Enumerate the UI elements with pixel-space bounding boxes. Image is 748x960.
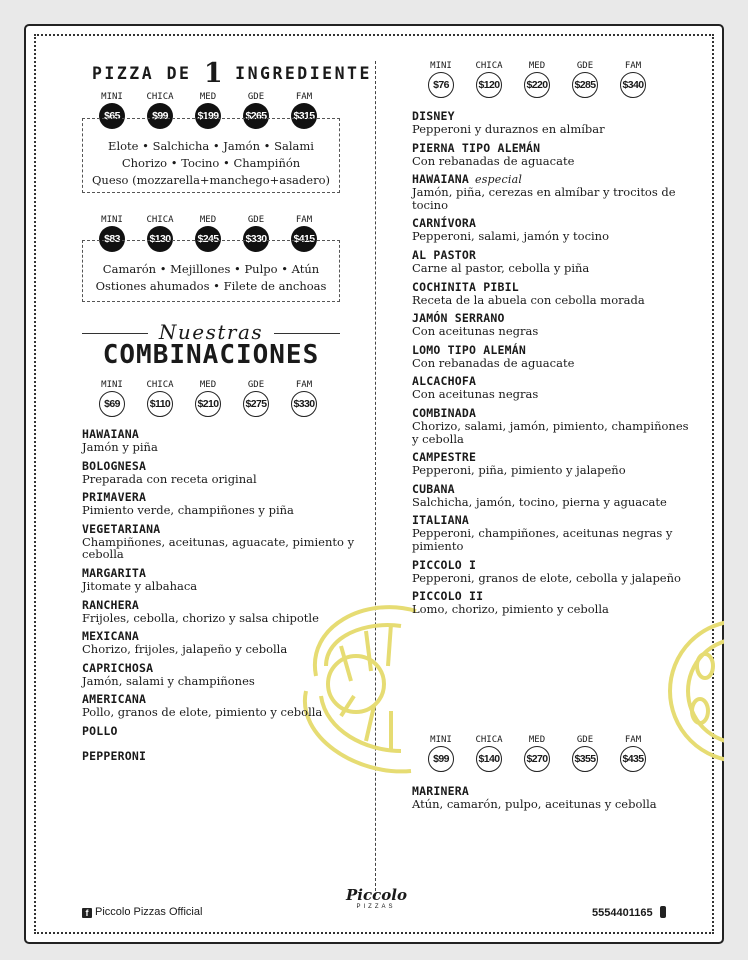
menu-item-name-text: CARNÍVORA bbox=[412, 216, 477, 231]
menu-item-name-text: AMERICANA bbox=[82, 692, 147, 707]
size-label: CHICA bbox=[146, 215, 174, 225]
menu-item-name-text: AL PASTOR bbox=[412, 247, 477, 262]
menu-item bbox=[82, 599, 362, 625]
menu-item bbox=[412, 281, 694, 307]
price-row-combinaciones bbox=[88, 380, 328, 417]
price-badge: $99 bbox=[147, 103, 173, 129]
menu-item-description: Pepperoni, piña, pimiento y jalapeño bbox=[412, 463, 626, 478]
size-label: CHICA bbox=[146, 92, 174, 102]
price-badge: $99 bbox=[428, 746, 454, 772]
size-label: CHICA bbox=[475, 735, 503, 745]
section-subtitle: Nuestras bbox=[82, 320, 340, 344]
menu-item-name bbox=[82, 750, 362, 763]
price-badge: $130 bbox=[147, 226, 173, 252]
menu-item bbox=[412, 110, 694, 136]
ingredients-box-2 bbox=[82, 240, 340, 302]
size-label: MED bbox=[199, 215, 217, 225]
price-item bbox=[184, 380, 232, 417]
menu-item-name-text: PIERNA TIPO ALEMÁN bbox=[412, 140, 541, 155]
ingredients-line: Queso (mozzarella+manchego+asadero) bbox=[92, 173, 330, 187]
price-item bbox=[561, 61, 609, 98]
menu-item-description: Chorizo, frijoles, jalapeño y cebolla bbox=[82, 642, 288, 657]
ingredients-box-1 bbox=[82, 118, 340, 193]
menu-item-description: Jamón, piña, cerezas en almíbar y trocitos de tocino bbox=[412, 185, 676, 212]
logo-main: Piccolo bbox=[346, 886, 407, 904]
price-badge: $110 bbox=[147, 391, 173, 417]
menu-item-name-text: COCHINITA PIBIL bbox=[412, 279, 519, 294]
price-badge: $270 bbox=[524, 746, 550, 772]
menu-item bbox=[412, 173, 694, 211]
menu-item-description: Con aceitunas negras bbox=[412, 387, 539, 402]
menu-item-name-text: LOMO TIPO ALEMÁN bbox=[412, 342, 526, 357]
ingredients-line: Chorizo • Tocino • Champiñón bbox=[121, 156, 301, 170]
price-item bbox=[561, 735, 609, 772]
price-badge: $355 bbox=[572, 746, 598, 772]
menu-item-description: Atún, camarón, pulpo, aceitunas y cebolla bbox=[412, 797, 657, 811]
size-label: FAM bbox=[295, 380, 313, 390]
price-item bbox=[513, 735, 561, 772]
price-badge: $199 bbox=[195, 103, 221, 129]
ingredients-line: Ostiones ahumados • Filete de anchoas bbox=[95, 279, 327, 293]
price-badge: $285 bbox=[572, 72, 598, 98]
price-badge: $435 bbox=[620, 746, 646, 772]
menu-item bbox=[82, 662, 362, 688]
price-item bbox=[88, 380, 136, 417]
price-badge: $76 bbox=[428, 72, 454, 98]
facebook-label: Piccolo Pizzas Official bbox=[95, 906, 203, 918]
menu-item-name-text: ITALIANA bbox=[412, 513, 469, 528]
menu-item-name-text: HAWAIANA bbox=[82, 427, 139, 441]
price-badge: $140 bbox=[476, 746, 502, 772]
menu-item-description: Pepperoni, champiñones, aceitunas negras y pimiento bbox=[412, 526, 673, 553]
menu-item-name-text: PICCOLO II bbox=[412, 589, 484, 604]
price-item bbox=[513, 61, 561, 98]
size-label: GDE bbox=[576, 61, 594, 71]
price-badge: $245 bbox=[195, 226, 221, 252]
menu-item-description: Pepperoni y duraznos en almíbar bbox=[412, 122, 605, 136]
size-label: MED bbox=[199, 380, 217, 390]
menu-item-name bbox=[82, 460, 362, 473]
menu-item-name-text: POLLO bbox=[82, 723, 118, 738]
menu-item-description: Con rebanadas de aguacate bbox=[412, 355, 575, 370]
menu-item-name bbox=[82, 599, 362, 612]
menu-item-name bbox=[412, 142, 694, 155]
price-item bbox=[136, 380, 184, 417]
section-title-one-ingredient: PIZZA DE 1 INGREDIENTE bbox=[92, 58, 372, 89]
menu-item-description: Jamón, salami y champiñones bbox=[82, 673, 255, 688]
menu-item-name bbox=[412, 407, 694, 420]
price-badge: $330 bbox=[291, 391, 317, 417]
price-badge: $415 bbox=[291, 226, 317, 252]
size-label: GDE bbox=[247, 92, 265, 102]
phone-label: 5554401165 bbox=[592, 907, 653, 919]
size-label: MINI bbox=[101, 380, 123, 390]
menu-item bbox=[412, 514, 694, 552]
price-item bbox=[465, 61, 513, 98]
facebook-link[interactable] bbox=[82, 906, 202, 918]
menu-item-description: Carne al pastor, cebolla y piña bbox=[412, 260, 590, 275]
menu-item bbox=[412, 142, 694, 168]
price-item bbox=[609, 735, 657, 772]
menu-item-description: Pimiento verde, champiñones y piña bbox=[82, 503, 294, 518]
menu-item bbox=[412, 407, 694, 445]
price-item bbox=[280, 380, 328, 417]
menu-item bbox=[82, 428, 362, 454]
price-item bbox=[232, 380, 280, 417]
piccolo-logo bbox=[346, 886, 406, 910]
menu-item bbox=[412, 559, 694, 585]
menu-item-name-text: BOLOGNESA bbox=[82, 458, 147, 473]
menu-item-name-text: PEPPERONI bbox=[82, 748, 147, 763]
price-badge: $69 bbox=[99, 391, 125, 417]
size-label: CHICA bbox=[146, 380, 174, 390]
menu-item bbox=[412, 785, 694, 811]
menu-item-description: Jitomate y albahaca bbox=[82, 578, 198, 593]
menu-item-name-text: JAMÓN SERRANO bbox=[412, 311, 505, 326]
menu-item bbox=[82, 567, 362, 593]
menu-item-description: Con rebanadas de aguacate bbox=[412, 153, 575, 168]
menu-item-description: Con aceitunas negras bbox=[412, 324, 539, 339]
size-label: GDE bbox=[247, 380, 265, 390]
size-label: FAM bbox=[295, 92, 313, 102]
ingredients-line: Camarón • Mejillones • Pulpo • Atún bbox=[102, 262, 320, 276]
menu-item bbox=[412, 312, 694, 338]
menu-item-name-text: CAPRICHOSA bbox=[82, 660, 154, 675]
menu-item bbox=[82, 693, 362, 719]
price-badge: $220 bbox=[524, 72, 550, 98]
menu-item bbox=[82, 750, 362, 763]
menu-item bbox=[82, 630, 362, 656]
menu-item-name-text: MARGARITA bbox=[82, 565, 147, 580]
menu-item-name bbox=[82, 725, 362, 738]
menu-item bbox=[412, 483, 694, 509]
size-label: FAM bbox=[624, 735, 642, 745]
menu-item bbox=[412, 344, 694, 370]
menu-item-name-text: CUBANA bbox=[412, 481, 455, 496]
menu-item bbox=[82, 460, 362, 486]
menu-item-name-text: ALCACHOFA bbox=[412, 374, 477, 389]
size-label: MED bbox=[528, 735, 546, 745]
size-label: MINI bbox=[101, 92, 123, 102]
menu-item-description: Pepperoni, granos de elote, cebolla y jalapeño bbox=[412, 570, 681, 585]
menu-item-name-text: PRIMAVERA bbox=[82, 490, 147, 505]
menu-item bbox=[82, 491, 362, 517]
menu-item bbox=[82, 725, 362, 738]
menu-item-name bbox=[82, 662, 362, 675]
price-badge: $210 bbox=[195, 391, 221, 417]
menu-item-description: Lomo, chorizo, pimiento y cebolla bbox=[412, 602, 609, 617]
combinaciones-list bbox=[82, 428, 362, 775]
menu-item-description: Jamón y piña bbox=[82, 440, 158, 454]
size-label: MINI bbox=[101, 215, 123, 225]
menu-item-description: Frijoles, cebolla, chorizo y salsa chipotle bbox=[82, 610, 319, 625]
tomato-illustration bbox=[660, 606, 724, 776]
price-item bbox=[609, 61, 657, 98]
menu-item-name-text: PICCOLO I bbox=[412, 557, 477, 572]
logo-sub: PIZZAS bbox=[356, 904, 396, 910]
menu-item-name-text: COMBINADA bbox=[412, 405, 477, 420]
size-label: GDE bbox=[576, 735, 594, 745]
size-label: MED bbox=[528, 61, 546, 71]
menu-item-name bbox=[412, 344, 694, 357]
price-row-section3 bbox=[417, 61, 657, 98]
menu-item bbox=[412, 590, 694, 616]
menu-page bbox=[24, 24, 724, 944]
phone-icon bbox=[660, 906, 666, 918]
menu-item-description: Pollo, granos de elote, pimiento y cebolla bbox=[82, 705, 323, 720]
price-badge: $265 bbox=[243, 103, 269, 129]
menu-item bbox=[412, 375, 694, 401]
menu-item-description: Pepperoni, salami, jamón y tocino bbox=[412, 229, 610, 244]
price-badge: $65 bbox=[99, 103, 125, 129]
price-badge: $120 bbox=[476, 72, 502, 98]
size-label: CHICA bbox=[475, 61, 503, 71]
menu-item-hint: especial bbox=[475, 173, 523, 187]
price-item bbox=[417, 61, 465, 98]
facebook-icon: f bbox=[82, 908, 92, 918]
size-label: GDE bbox=[247, 215, 265, 225]
phone-number bbox=[592, 906, 666, 919]
menu-item-name bbox=[412, 281, 694, 294]
menu-item-name-text: VEGETARIANA bbox=[82, 521, 161, 536]
menu-item bbox=[82, 523, 362, 561]
price-badge: $340 bbox=[620, 72, 646, 98]
menu-item-name-text: MEXICANA bbox=[82, 629, 139, 644]
price-item bbox=[465, 735, 513, 772]
specialty-list bbox=[412, 110, 694, 622]
menu-item-name bbox=[82, 523, 362, 536]
price-badge: $83 bbox=[99, 226, 125, 252]
menu-item-name bbox=[412, 483, 694, 496]
menu-item-description: Champiñones, aceitunas, aguacate, pimiento y cebolla bbox=[82, 534, 355, 562]
price-row-section4 bbox=[417, 735, 657, 772]
ingredients-line: Elote • Salchicha • Jamón • Salami bbox=[108, 139, 314, 153]
size-label: MINI bbox=[430, 735, 452, 745]
price-badge: $330 bbox=[243, 226, 269, 252]
menu-item bbox=[412, 249, 694, 275]
size-label: FAM bbox=[295, 215, 313, 225]
section-title-combinaciones: COMBINACIONES bbox=[102, 340, 320, 370]
seafood-list bbox=[412, 785, 694, 817]
menu-item-name-text: DISNEY bbox=[412, 109, 455, 123]
price-badge: $315 bbox=[291, 103, 317, 129]
menu-item-name-text: HAWAIANA bbox=[412, 172, 469, 187]
menu-item-description: Receta de la abuela con cebolla morada bbox=[412, 292, 645, 307]
size-label: FAM bbox=[624, 61, 642, 71]
menu-item-description: Preparada con receta original bbox=[82, 471, 257, 486]
menu-item bbox=[412, 451, 694, 477]
size-label: MINI bbox=[430, 61, 452, 71]
menu-item bbox=[412, 217, 694, 243]
menu-item-name bbox=[412, 559, 694, 572]
menu-item-name-text: RANCHERA bbox=[82, 597, 139, 612]
menu-item-description: Chorizo, salami, jamón, pimiento, champiñones y cebolla bbox=[412, 418, 689, 446]
menu-item-name-text: MARINERA bbox=[412, 784, 469, 798]
menu-item-description: Salchicha, jamón, tocino, pierna y aguacate bbox=[412, 494, 667, 509]
menu-item-name-text: CAMPESTRE bbox=[412, 450, 477, 465]
price-item bbox=[417, 735, 465, 772]
price-badge: $275 bbox=[243, 391, 269, 417]
size-label: MED bbox=[199, 92, 217, 102]
